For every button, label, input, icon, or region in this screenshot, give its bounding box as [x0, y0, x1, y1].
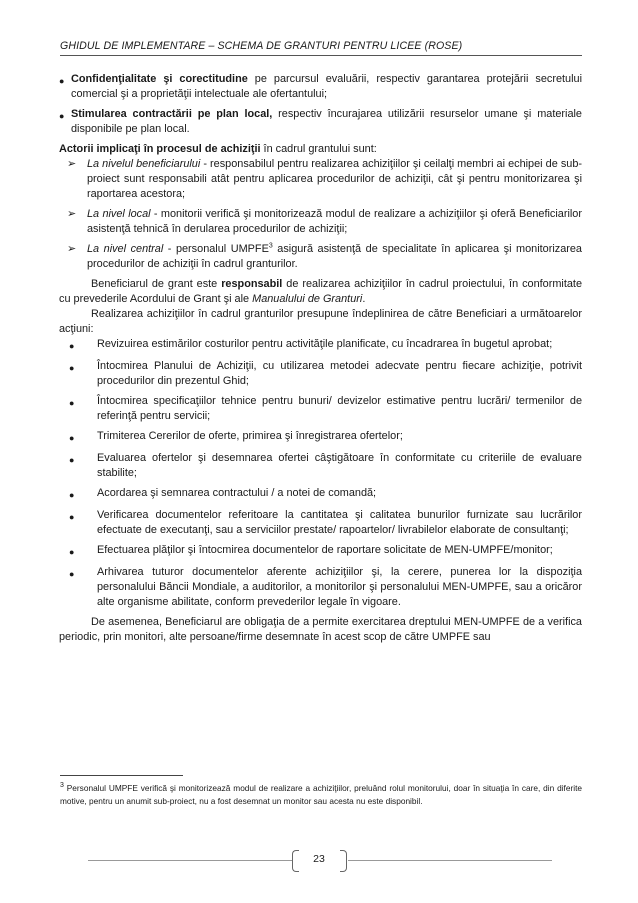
- actor-item: ➢ La nivel local - monitorii verifică şi monitorizează modul de realizare a achiziţiilor şi oferă Beneficiarilor asistenţă tehnică în derularea procedurilor de achiziţii;: [59, 207, 582, 237]
- page-number-rule-left: [88, 860, 292, 861]
- page-number-bracket-right: [340, 850, 347, 872]
- action-item: ● Verificarea documentelor referitoare la cantitatea şi calitatea bunurilor furnizate sau lucrărilor efectuate de executanţi, sau a serviciilor prestate/ rapoartelor/ livrabilelor elaborate de consultanţi;: [59, 508, 582, 538]
- bullet-icon: ●: [59, 76, 65, 86]
- action-item: ● Efectuarea plăţilor şi întocmirea documentelor de raportare solicitate de MEN-UMPFE/monitor;: [59, 543, 582, 560]
- bullet-icon: ●: [69, 490, 75, 500]
- bullet-icon: ●: [69, 363, 75, 373]
- arrow-bullet-icon: ➢: [67, 243, 77, 255]
- bullet-icon: ●: [69, 433, 75, 443]
- paragraph-actions-intro: Realizarea achiziţiilor în cadrul granturilor presupune îndeplinirea de către Beneficiari a următoarelor acţiuni:: [59, 308, 582, 335]
- paragraph-verification: De asemenea, Beneficiarul are obligaţia de a permite exercitarea dreptului MEN-UMPFE de a verifica periodic, prin monitori, alte persoane/firme desemnate în acest scop de către UMPFE sau: [59, 616, 582, 643]
- action-item: ● Evaluarea ofertelor şi desemnarea ofertei câştigătoare în conformitate cu criteriile de evaluare stabilite;: [59, 451, 582, 481]
- bullet-icon: ●: [69, 455, 75, 465]
- page-number: 23: [313, 853, 325, 865]
- action-item: ● Arhivarea tuturor documentelor aferente achiziţiilor şi, la cerere, punerea lor la dispoziţia personalului Băncii Mondiale, a auditorilor, a monitorilor şi personalului MEN-UMPFE, sau a oricăror alte organisme abilitate, conform prevederilor legale în vigoare.: [59, 565, 582, 610]
- bullet-text: respectiv încurajarea utilizării resurselor umane şi materiale disponibile pe plan local.: [71, 108, 582, 135]
- bullet-icon: ●: [69, 398, 75, 408]
- bullet-icon: ●: [69, 512, 75, 522]
- action-item: ● Revizuirea estimărilor costurilor pentru activităţile planificate, cu încadrarea în bugetul aprobat;: [59, 337, 582, 354]
- intro-bullet: [59, 72, 582, 102]
- footnote-rule: [60, 775, 183, 776]
- action-item: ● Întocmirea Planului de Achiziţii, cu utilizarea metodei adecvate pentru fiecare achiziţie, potrivit procedurilor din prezentul Ghid;: [59, 359, 582, 389]
- footnote-mark: 3: [60, 782, 64, 790]
- actor-item: ➢ La nivel central - personalul UMPFE$^3$ asigură asistenţă de specialitate în aplicarea şi monitorizarea procedurilor de achiziţii în cadrul granturilor.: [59, 242, 582, 272]
- header-rule: [60, 55, 582, 56]
- action-item: ● Acordarea şi semnarea contractului / a notei de comandă;: [59, 486, 582, 503]
- intro-bullet: [59, 107, 582, 137]
- action-item: ● Întocmirea specificaţiilor tehnice pentru bunuri/ devizelor estimative pentru lucrări/ termenilor de referinţă pentru servicii;: [59, 394, 582, 424]
- footnote-text: Personalul UMPFE verifică şi monitorizează modul de realizare a achiziţiilor, preluând rolul monitorului, doar în situaţia în care, din diferite motive, pentru un anumit sub-proiect, nu a fost desemnat un monitor sau acesta nu este disponibil.: [60, 783, 582, 806]
- bullet-icon: ●: [69, 341, 75, 351]
- page-header: GHIDUL DE IMPLEMENTARE – SCHEMA DE GRANTURI PENTRU LICEE (ROSE): [60, 40, 463, 52]
- bullet-text: pe parcursul evaluării, respectiv garantarea protejării secretului comercial şi a proprietăţii intelectuale ale ofertantului;: [71, 73, 582, 100]
- actor-item: ➢ La nivelul beneficiarului - responsabilul pentru realizarea achiziţiilor şi ceilalţi membri ai echipei de sub-proiect sunt responsabili atât pentru aplicarea procedurilor de achiziţii, cât şi pentru monitorizarea şi raportarea acestora;: [59, 157, 582, 202]
- arrow-bullet-icon: ➢: [67, 158, 77, 170]
- page-content: [59, 72, 582, 645]
- bullet-icon: ●: [59, 111, 65, 121]
- bullet-term: Confidenţialitate şi corectitudine: [71, 73, 248, 85]
- actors-heading: Actorii implicaţi în procesul de achiziţii în cadrul grantului sunt:: [59, 143, 377, 155]
- footnote: [60, 782, 582, 807]
- bullet-icon: ●: [69, 547, 75, 557]
- page-number-rule-right: [348, 860, 552, 861]
- footnote-ref: 3: [268, 242, 273, 250]
- bullet-term: Stimularea contractării pe plan local,: [71, 108, 273, 120]
- arrow-bullet-icon: ➢: [67, 208, 77, 220]
- bullet-icon: ●: [69, 569, 75, 579]
- action-item: ● Trimiterea Cererilor de oferte, primirea şi înregistrarea ofertelor;: [59, 429, 582, 446]
- paragraph-responsibility: Beneficiarul de grant este responsabil de realizarea achiziţiilor în cadrul proiectului, în conformitate cu prevederile Acordului de Grant şi ale Manualului de Granturi.: [59, 278, 583, 305]
